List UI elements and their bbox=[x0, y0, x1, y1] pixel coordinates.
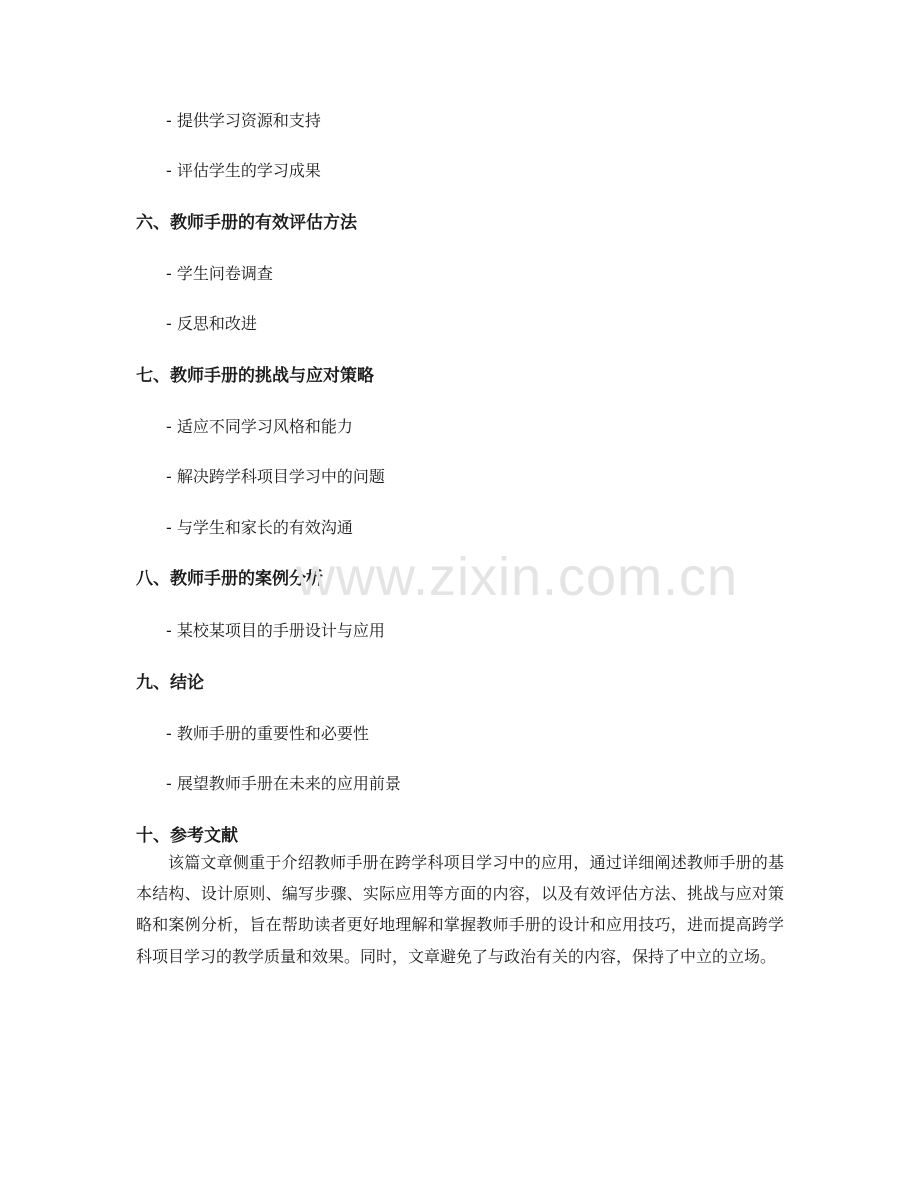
list-item: - 解决跨学科项目学习中的问题 bbox=[166, 467, 385, 486]
list-item: - 与学生和家长的有效沟通 bbox=[166, 518, 353, 537]
section-heading-7: 七、教师手册的挑战与应对策略 bbox=[136, 366, 374, 386]
list-item: - 某校某项目的手册设计与应用 bbox=[166, 621, 385, 640]
section-heading-9: 九、结论 bbox=[136, 673, 204, 693]
section-heading-6: 六、教师手册的有效评估方法 bbox=[136, 213, 357, 233]
list-item: - 评估学生的学习成果 bbox=[166, 161, 321, 180]
watermark: www.zixin.com.cn bbox=[296, 547, 739, 607]
list-item: - 学生问卷调查 bbox=[166, 264, 273, 283]
summary-paragraph: 该篇文章侧重于介绍教师手册在跨学科项目学习中的应用，通过详细阐述教师手册的基本结构、设计原则、编写步骤、实际应用等方面的内容，以及有效评估方法、挑战与应对策略和案例分析，旨在帮助读者更好地理解和掌握教师手册的设计和应用技巧，进而提高跨学科项目学习的教学质量和效果。同时，文章避免了与政治有关的内容，保持了中立的立场。 bbox=[136, 853, 784, 966]
section-heading-8: 八、教师手册的案例分析 bbox=[136, 569, 323, 589]
list-item: - 适应不同学习风格和能力 bbox=[166, 417, 353, 436]
list-item: - 教师手册的重要性和必要性 bbox=[166, 724, 369, 743]
list-item: - 展望教师手册在未来的应用前景 bbox=[166, 774, 401, 793]
list-item: - 反思和改进 bbox=[166, 314, 257, 333]
list-item: - 提供学习资源和支持 bbox=[166, 111, 321, 130]
section-heading-10: 十、参考文献 bbox=[136, 826, 238, 846]
